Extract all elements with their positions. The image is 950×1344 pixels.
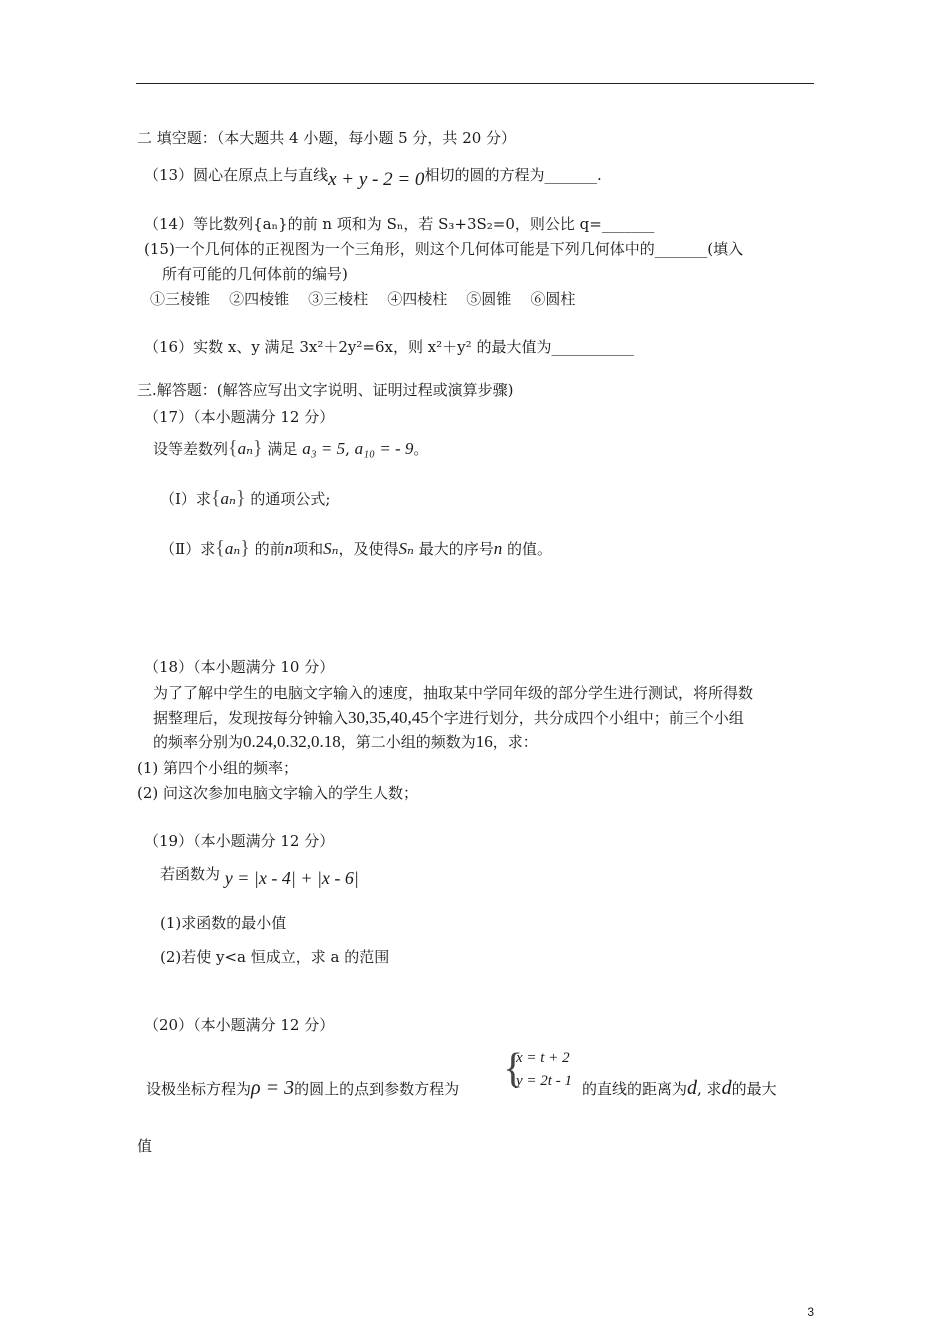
q17-header: （17）（本小题满分 12 分） (144, 408, 335, 426)
q20-stem-prefix: 设极坐标方程为 (146, 1080, 252, 1098)
q20-d: d (687, 1077, 698, 1099)
q19-func: y = |x - 4| + |x - 6| (224, 868, 359, 888)
q18-part1: (1) 第四个小组的频率； (137, 759, 299, 777)
q17-part2-end: 的值。 (507, 540, 553, 558)
system-brace-icon: { (503, 1046, 524, 1092)
q18-line2-suffix: 个字进行划分，共分成四个小组中；前三个小组 (428, 709, 744, 727)
q17-part2-seq: aₙ (224, 539, 241, 558)
page-number: 3 (807, 1305, 814, 1319)
q18-line3-suffix: ，求： (492, 733, 538, 751)
q17-stem-prefix: 设等差数列 (153, 440, 229, 458)
q18-line3-num2: 16 (475, 732, 493, 751)
q18-line3-mid: ，第二小组的频数为 (340, 733, 476, 751)
question-14: （14）等比数列{aₙ}的前 n 项和为 Sₙ，若 S₃+3S₂=0，则公比 q=_______ (144, 215, 655, 233)
q19-stem-prefix: 若函数为 (160, 865, 221, 883)
q17-part2-S2: Sₙ (398, 539, 414, 558)
section3-title: 三.解答题：(解答应写出文字说明、证明过程或演算步骤) (137, 381, 514, 399)
q17-part2-S: Sₙ (323, 539, 339, 558)
q20-stem-right (582, 1078, 777, 1099)
q18-line3-prefix: 的频率分别为 (153, 733, 244, 751)
q17-part2-mid4: 最大的序号 (418, 540, 494, 558)
q18-part2: (2) 问这次参加电脑文字输入的学生人数； (137, 784, 419, 802)
question-15-line1: (15)一个几何体的正视图为一个三角形，则这个几何体可能是下列几何体中的_______(填入 (144, 240, 744, 258)
right-brace-icon: } (240, 537, 250, 559)
q17-part2-mid3: ，及使得 (338, 540, 399, 558)
q20-stem-mid2: 的直线的距离为 (582, 1080, 688, 1098)
left-brace-icon: { (228, 437, 238, 459)
q13-math: x + y - 2 = 0 (328, 169, 425, 190)
q18-line2-nums: 30,35,40,45 (348, 708, 429, 727)
q17-part2-prefix: （Ⅱ）求 (160, 540, 216, 558)
section2-title: 二 填空题：（本大题共 4 小题，每小题 5 分，共 20 分） (137, 129, 517, 147)
q17-cond2: a₁₀ = - 9 (354, 439, 414, 458)
q18-line3-nums: 0.24,0.32,0.18 (243, 732, 341, 751)
q13-suffix: 相切的圆的方程为_______. (424, 166, 602, 184)
q17-part2 (160, 538, 552, 559)
q17-part2-n2: n (493, 539, 503, 558)
q19-part1: (1)求函数的最小值 (160, 914, 287, 932)
question-16: （16）实数 x、y 满足 3x²＋2y²=6x，则 x²＋y² 的最大值为___________ (144, 338, 634, 356)
q17-cond1: a₃ = 5 (302, 439, 346, 458)
q20-stem-end: 的最大 (731, 1080, 777, 1098)
left-brace-icon: { (215, 537, 225, 559)
q17-stem: 设等差数列{aₙ} 满足 a₃ = 5, a₁₀ = - 9。 (153, 437, 429, 459)
q17-part2-mid1: 的前 (254, 540, 285, 558)
q19-header: （19）（本小题满分 12 分） (144, 832, 335, 850)
right-brace-icon: } (235, 487, 246, 509)
q20-stem-left (146, 1078, 459, 1099)
q17-stem-end: 。 (413, 440, 429, 458)
q17-stem-mid: 满足 (267, 440, 298, 458)
q20-line2: 值 (137, 1137, 153, 1155)
q18-line2-prefix: 据整理后，发现按每分钟输入 (153, 709, 349, 727)
q20-header: （20）（本小题满分 12 分） (144, 1016, 335, 1034)
q20-param1: x = t + 2 (516, 1050, 570, 1066)
q13-prefix: （13）圆心在原点上与直线 (144, 166, 329, 184)
q17-part2-n: n (284, 539, 294, 558)
question-15-options: ①三棱锥 ②四棱锥 ③三棱柱 ④四棱柱 ⑤圆锥 ⑥圆柱 (150, 290, 576, 308)
q20-stem-mid: 的圆上的点到参数方程为 (294, 1080, 460, 1098)
q18-line3 (153, 732, 538, 752)
q17-seq: aₙ (237, 439, 254, 458)
right-brace-icon: } (253, 437, 263, 459)
q20-stem-mid3: , 求 (697, 1080, 722, 1098)
q17-part2-mid2: 项和 (293, 540, 324, 558)
question-13 (144, 165, 602, 190)
q18-line1: 为了了解中学生的电脑文字输入的速度，抽取某中学同年级的部分学生进行测试，将所得数 (153, 684, 754, 702)
q17-part1 (160, 488, 330, 509)
q17-part1-prefix: （Ⅰ）求 (160, 490, 211, 508)
q18-line2 (153, 708, 744, 728)
q20-polar: ρ = 3 (251, 1077, 295, 1099)
q20-d2: d (721, 1077, 732, 1099)
left-brace-icon: { (210, 487, 221, 509)
header-rule (136, 83, 814, 84)
q17-part1-suffix: 的通项公式; (250, 490, 331, 508)
question-15-line2: 所有可能的几何体前的编号) (162, 265, 348, 283)
q17-part1-seq: aₙ (220, 489, 236, 508)
q19-stem (160, 863, 359, 888)
q20-param2: y = 2t - 1 (516, 1073, 572, 1089)
q19-part2: (2)若使 y<a 恒成立，求 a 的范围 (160, 948, 390, 966)
q18-header: （18）（本小题满分 10 分） (144, 658, 335, 676)
